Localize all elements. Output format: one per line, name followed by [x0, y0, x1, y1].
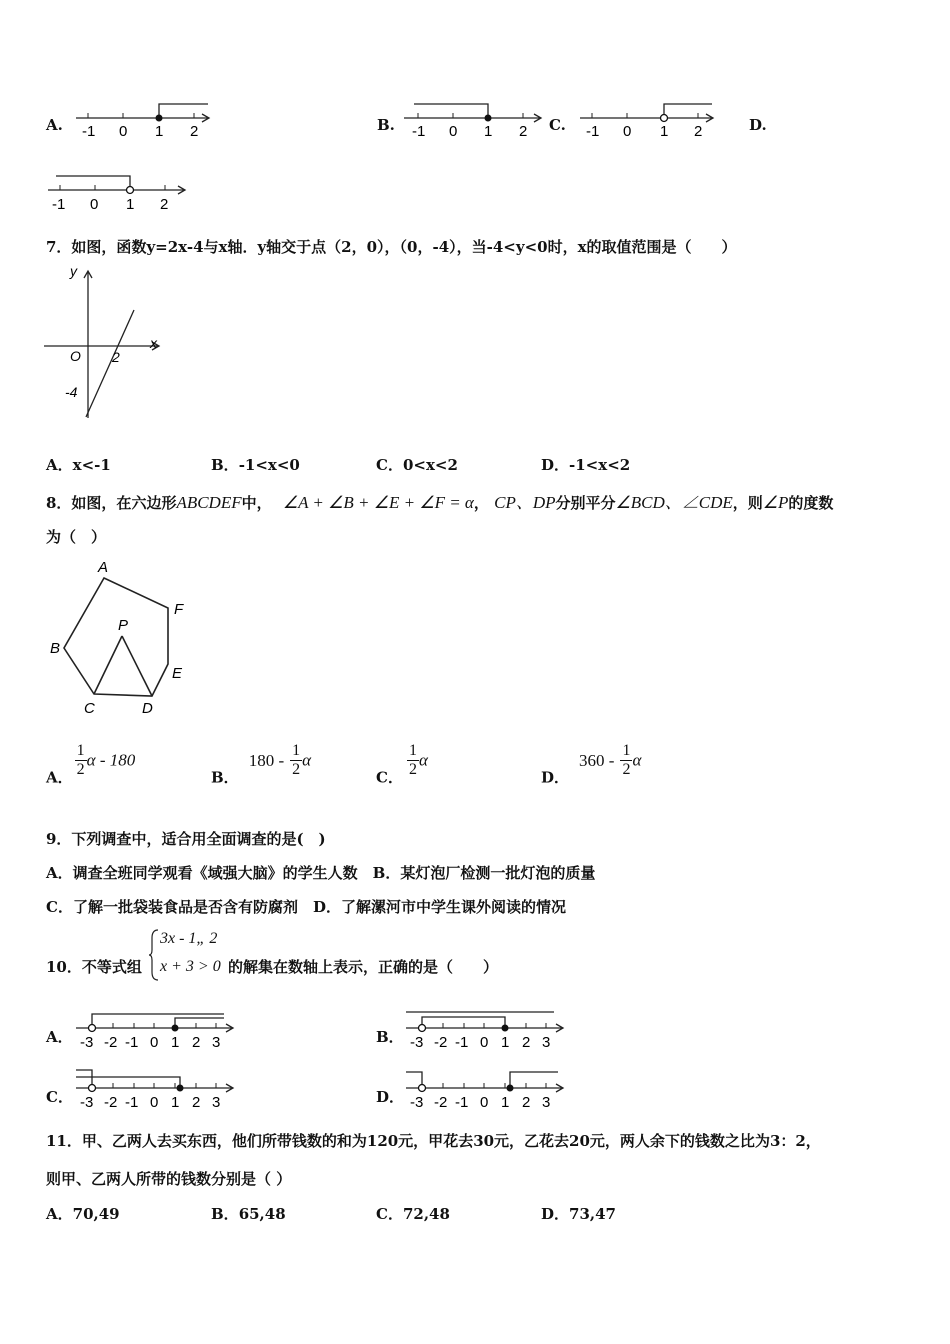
q11-option-b[interactable]: B．65,48: [211, 1205, 286, 1223]
tick-label: 3: [542, 1034, 551, 1051]
tick-label: 3: [212, 1094, 221, 1111]
tick-label: -3: [410, 1094, 424, 1111]
tick-label: -2: [104, 1034, 118, 1051]
q10-inequality-1: 3x - 1„ 2: [160, 930, 218, 947]
q6-option-a-numberline: [74, 98, 214, 140]
tick-label: 3: [212, 1034, 221, 1051]
q6-option-d-numberline: [46, 170, 191, 214]
tick-label: 0: [90, 196, 99, 213]
q10-option-a-letter[interactable]: A．: [46, 1028, 73, 1046]
tick-label: 1: [501, 1034, 510, 1051]
q8-stem: 8．如图，在六边形ABCDEF中， ∠A + ∠B + ∠E + ∠F = α， CP、DP分别平分∠BCD、∠CDE，则∠P的度数: [46, 493, 834, 512]
tick-label: 2: [192, 1034, 201, 1051]
tick-label: -1: [455, 1034, 469, 1051]
tick-label: -2: [434, 1094, 448, 1111]
vertex-label: D: [142, 700, 153, 717]
x-axis-label: x: [150, 335, 157, 351]
q11-option-a[interactable]: A．70,49: [46, 1205, 120, 1223]
tick-label: -1: [82, 123, 96, 140]
q10-option-b-numberline: [404, 1008, 569, 1054]
q11-option-c[interactable]: C．72,48: [376, 1205, 450, 1223]
q10-option-d-numberline: [404, 1066, 569, 1112]
tick-label: 2: [694, 123, 703, 140]
tick-label: -1: [125, 1034, 139, 1051]
q10-option-d-letter[interactable]: D．: [376, 1088, 405, 1106]
vertex-label: C: [84, 700, 95, 717]
tick-label: -1: [52, 196, 66, 213]
q10-suffix: 的解集在数轴上表示，正确的是（ ）: [228, 958, 499, 976]
tick-label: -2: [434, 1034, 448, 1051]
q11-option-d[interactable]: D．73,47: [541, 1205, 616, 1223]
q7-graph: [40, 262, 170, 422]
tick-label: 0: [150, 1034, 159, 1051]
q10-inequality-2: x + 3 > 0: [160, 958, 221, 975]
tick-label: 1: [171, 1094, 180, 1111]
tick-label: 0: [623, 123, 632, 140]
tick-label: 2: [522, 1094, 531, 1111]
q8-option-d[interactable]: D．360 - $\frac{1}{2}$ α: [541, 742, 642, 787]
tick-label: 0: [480, 1094, 489, 1111]
q10-option-b-letter[interactable]: B．: [376, 1028, 404, 1046]
tick-label: -2: [104, 1094, 118, 1111]
tick-label: 2: [160, 196, 169, 213]
vertex-label: F: [174, 601, 184, 618]
y-axis-label: y: [70, 263, 77, 279]
q7-option-a[interactable]: A．x<-1: [46, 456, 111, 474]
tick-label: -1: [586, 123, 600, 140]
tick-label: -1: [125, 1094, 139, 1111]
tick-label: 2: [192, 1094, 201, 1111]
q8-stem-line2: 为（ ）: [46, 528, 107, 546]
q6-option-c-letter: C.: [549, 116, 566, 134]
tick-label: -3: [80, 1094, 94, 1111]
q10-option-c-numberline: [74, 1066, 239, 1112]
q7-option-d[interactable]: D．-1<x<2: [541, 456, 631, 474]
tick-label: -1: [455, 1094, 469, 1111]
q6-option-b-letter: B.: [377, 116, 395, 134]
q6-option-b-numberline: [402, 98, 547, 140]
q9-stem: 9．下列调查中，适合用全面调查的是( ): [46, 830, 326, 848]
tick-label: 1: [171, 1034, 180, 1051]
q9-options-line2[interactable]: C．了解一批袋装食品是否含有防腐剂 D．了解漯河市中学生课外阅读的情况: [46, 898, 566, 916]
q11-stem-line2: 则甲、乙两人所带的钱数分别是（ ）: [46, 1170, 292, 1188]
tick-label: -3: [80, 1034, 94, 1051]
tick-label: 1: [126, 196, 135, 213]
tick-label: 1: [484, 123, 493, 140]
tick-label: 2: [519, 123, 528, 140]
tick-label: 2: [522, 1034, 531, 1051]
tick-label: 2: [190, 123, 199, 140]
q9-options-line1[interactable]: A．调查全班同学观看《域强大脑》的学生人数 B．某灯泡厂检测一批灯泡的质量: [46, 864, 596, 882]
vertex-label: E: [172, 665, 183, 682]
q8-option-a[interactable]: A． $\frac{1}{2}$ α - 180: [46, 742, 136, 787]
tick-label: 3: [542, 1094, 551, 1111]
tick-label: 1: [660, 123, 669, 140]
tick-label: -3: [410, 1034, 424, 1051]
vertex-label: B: [50, 640, 61, 657]
q8-option-b[interactable]: B．180 - $\frac{1}{2}$ α: [211, 742, 312, 787]
tick-label: 0: [119, 123, 128, 140]
q6-option-c-numberline: [578, 98, 718, 140]
y-intercept-label: -4: [65, 384, 78, 400]
x-intercept-label: 2: [112, 349, 120, 365]
q10-option-c-letter[interactable]: C．: [46, 1088, 73, 1106]
tick-label: 0: [150, 1094, 159, 1111]
q10-option-a-numberline: [74, 1008, 239, 1054]
origin-label: O: [70, 348, 81, 364]
q7-option-b[interactable]: B．-1<x<0: [211, 456, 300, 474]
q6-option-a-letter: A.: [46, 116, 63, 134]
tick-label: 1: [155, 123, 164, 140]
tick-label: 0: [449, 123, 458, 140]
q6-option-d-letter: D.: [749, 116, 767, 134]
q10-prefix: 10．不等式组: [46, 958, 142, 976]
q8-option-c[interactable]: C． $\frac{1}{2}$ α: [376, 742, 428, 787]
q7-stem: 7．如图，函数y=2x-4与x轴．y轴交于点（2，0），（0，-4），当-4<y<0时，x的取值范围是（ ）: [46, 238, 737, 256]
tick-label: 0: [480, 1034, 489, 1051]
tick-label: -1: [412, 123, 426, 140]
q7-option-c[interactable]: C．0<x<2: [376, 456, 458, 474]
tick-label: 1: [501, 1094, 510, 1111]
vertex-label: A: [98, 559, 109, 576]
q10-brace: [148, 928, 160, 982]
q11-stem-line1: 11．甲、乙两人去买东西，他们所带钱数的和为120元，甲花去30元，乙花去20元，两人余下的钱数之比为3：2，: [46, 1132, 821, 1150]
vertex-label: P: [118, 617, 129, 634]
q8-hexagon-figure: [44, 556, 214, 721]
